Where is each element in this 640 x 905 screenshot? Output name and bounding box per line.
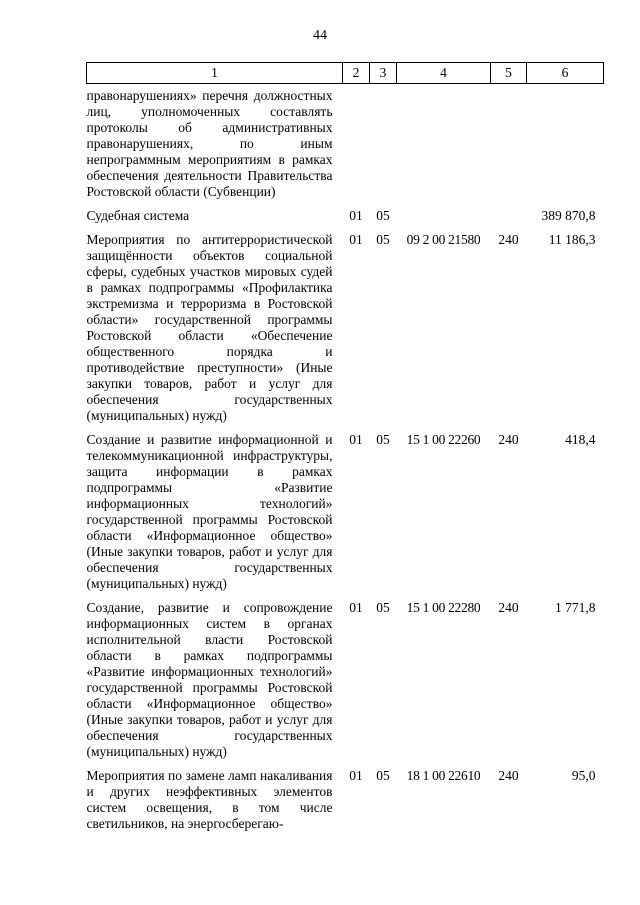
row-podrazdel: 05 bbox=[376, 768, 390, 783]
row-target-article: 09 2 00 21580 bbox=[406, 232, 481, 247]
row-target-article bbox=[397, 208, 491, 232]
row-target-article bbox=[397, 84, 491, 209]
header-col-2: 2 bbox=[343, 63, 370, 84]
row-target-article: 15 1 00 22260 bbox=[406, 432, 481, 447]
row-razdel bbox=[343, 84, 370, 209]
row-podrazdel: 05 bbox=[376, 600, 390, 615]
budget-table bbox=[86, 62, 604, 840]
row-name: Судебная система bbox=[86, 208, 190, 223]
header-col-6: 6 bbox=[527, 63, 604, 84]
header-col-3: 3 bbox=[370, 63, 397, 84]
row-sum: 389 870,8 bbox=[541, 208, 596, 223]
header-col-5: 5 bbox=[491, 63, 527, 84]
table-header-row bbox=[87, 63, 604, 84]
table-row bbox=[87, 232, 604, 432]
row-podrazdel: 05 bbox=[376, 232, 390, 247]
row-expense-type bbox=[491, 208, 527, 232]
row-expense-type: 240 bbox=[498, 232, 519, 247]
row-target-article: 18 1 00 22610 bbox=[406, 768, 481, 783]
header-col-1: 1 bbox=[87, 63, 343, 84]
row-podrazdel: 05 bbox=[376, 432, 390, 447]
table-row bbox=[87, 600, 604, 768]
table-row bbox=[87, 432, 604, 600]
row-podrazdel bbox=[370, 84, 397, 209]
row-expense-type: 240 bbox=[498, 600, 519, 615]
row-razdel: 01 bbox=[349, 208, 363, 223]
row-razdel: 01 bbox=[349, 432, 363, 447]
row-sum bbox=[527, 84, 604, 209]
row-podrazdel: 05 bbox=[376, 208, 390, 223]
row-expense-type bbox=[491, 84, 527, 209]
table-row bbox=[87, 208, 604, 232]
row-razdel: 01 bbox=[349, 232, 363, 247]
row-name: Мероприятия по замене ламп накаливания и других неэффективных элементов систем освещения, в том числе светильников, на энергосберегаю- bbox=[86, 768, 333, 831]
row-name: Создание, развитие и сопровождение информационных систем в органах исполнительной власти Ростовской области в рамках подпрограммы «Развитие информационных технологий» государственной программы Ростовской области «Информационное общество» (Иные закупки товаров, работ и услуг для обеспечения государственных (муниципальных) нужд) bbox=[86, 600, 333, 759]
row-expense-type: 240 bbox=[498, 432, 519, 447]
row-sum: 11 186,3 bbox=[548, 232, 596, 247]
row-name: Мероприятия по антитеррористической защищённости объектов социальной сферы, судебных участков мировых судей в рамках подпрограммы «Профилактика экстремизма и терроризма в Ростовской области» государственной программы Ростовской области «Обеспечение общественного порядка и противодействие преступности» (Иные закупки товаров, работ и услуг для обеспечения государственных (муниципальных) нужд) bbox=[86, 232, 333, 423]
header-col-4: 4 bbox=[397, 63, 491, 84]
table-row bbox=[87, 768, 604, 840]
row-name: правонарушениях» перечня должностных лиц, уполномоченных составлять протоколы об административных правонарушениях, по иным непрограммным мероприятиям в рамках обеспечения деятельности Правительства Ростовской области (Субвенции) bbox=[86, 88, 333, 199]
page-number: 44 bbox=[313, 28, 327, 43]
row-sum: 95,0 bbox=[571, 768, 596, 783]
row-name: Создание и развитие информационной и телекоммуникационной инфраструктуры, защита информации в рамках подпрограммы «Развитие информационных технологий» государственной программы Ростовской области «Информационное общество» (Иные закупки товаров, работ и услуг для обеспечения государственных (муниципальных) нужд) bbox=[86, 432, 333, 591]
row-target-article: 15 1 00 22280 bbox=[406, 600, 481, 615]
row-sum: 1 771,8 bbox=[555, 600, 596, 615]
row-expense-type: 240 bbox=[498, 768, 519, 783]
row-sum: 418,4 bbox=[565, 432, 596, 447]
table-row bbox=[87, 84, 604, 209]
row-razdel: 01 bbox=[349, 768, 363, 783]
row-razdel: 01 bbox=[349, 600, 363, 615]
